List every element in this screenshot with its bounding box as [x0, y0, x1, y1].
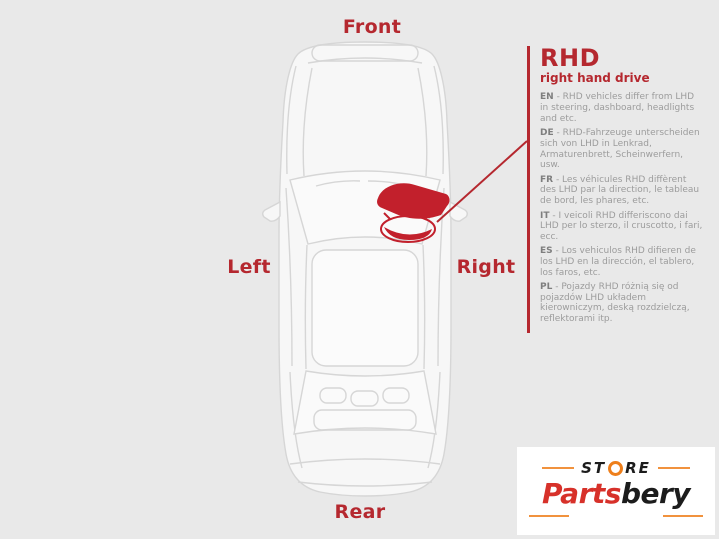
lang-entry-en: EN - RHD vehicles differ from LHD in steering, dashboard, headlights and etc. — [540, 92, 695, 124]
label-left: Left — [227, 256, 271, 278]
logo-decor-line-right — [658, 467, 690, 469]
lang-entry-fr: FR - Les véhicules RHD diffèrent des LHD par la direction, le tableau de bord, les phares, etc. — [540, 174, 700, 206]
logo-decor-line-left — [542, 467, 574, 469]
label-right: Right — [456, 256, 516, 278]
logo-brand-wordmark: Partsbery — [541, 477, 691, 510]
logo-store-row — [517, 459, 715, 477]
left-mirror — [263, 202, 280, 221]
logo-underline-right — [663, 515, 703, 517]
infobox-subtitle: right hand drive — [540, 71, 650, 86]
infobox-title: RHD — [540, 44, 600, 72]
rhd-infobox — [527, 46, 703, 333]
partsbery-logo — [517, 447, 715, 535]
rear-window — [294, 371, 436, 434]
right-mirror — [450, 202, 467, 221]
lang-entry-es: ES - Los vehiculos RHD difieren de los LHD en la dirección, el tablero, los faros, etc. — [540, 246, 696, 278]
logo-store-text: ST RE — [581, 459, 651, 477]
lang-entry-it: IT - I veicoli RHD differiscono dai LHD per lo sterzo, il cruscotto, i fari, ecc. — [540, 210, 703, 242]
roof-panel — [312, 250, 418, 366]
car-top-view-diagram — [250, 36, 470, 500]
lang-entry-de: DE - RHD-Fahrzeuge unterscheiden sich von LHD in Lenkrad, Armaturenbrett, Scheinwerfern, usw. — [540, 128, 700, 171]
logo-o-ring-icon — [608, 461, 623, 476]
logo-underline-left — [529, 515, 569, 517]
lang-entry-pl: PL - Pojazdy RHD różnią się od pojazdów LHD układem kierowniczym, deską rozdzielczą, reflektorami itp. — [540, 282, 690, 325]
label-front: Front — [342, 16, 402, 38]
label-rear: Rear — [334, 501, 386, 523]
